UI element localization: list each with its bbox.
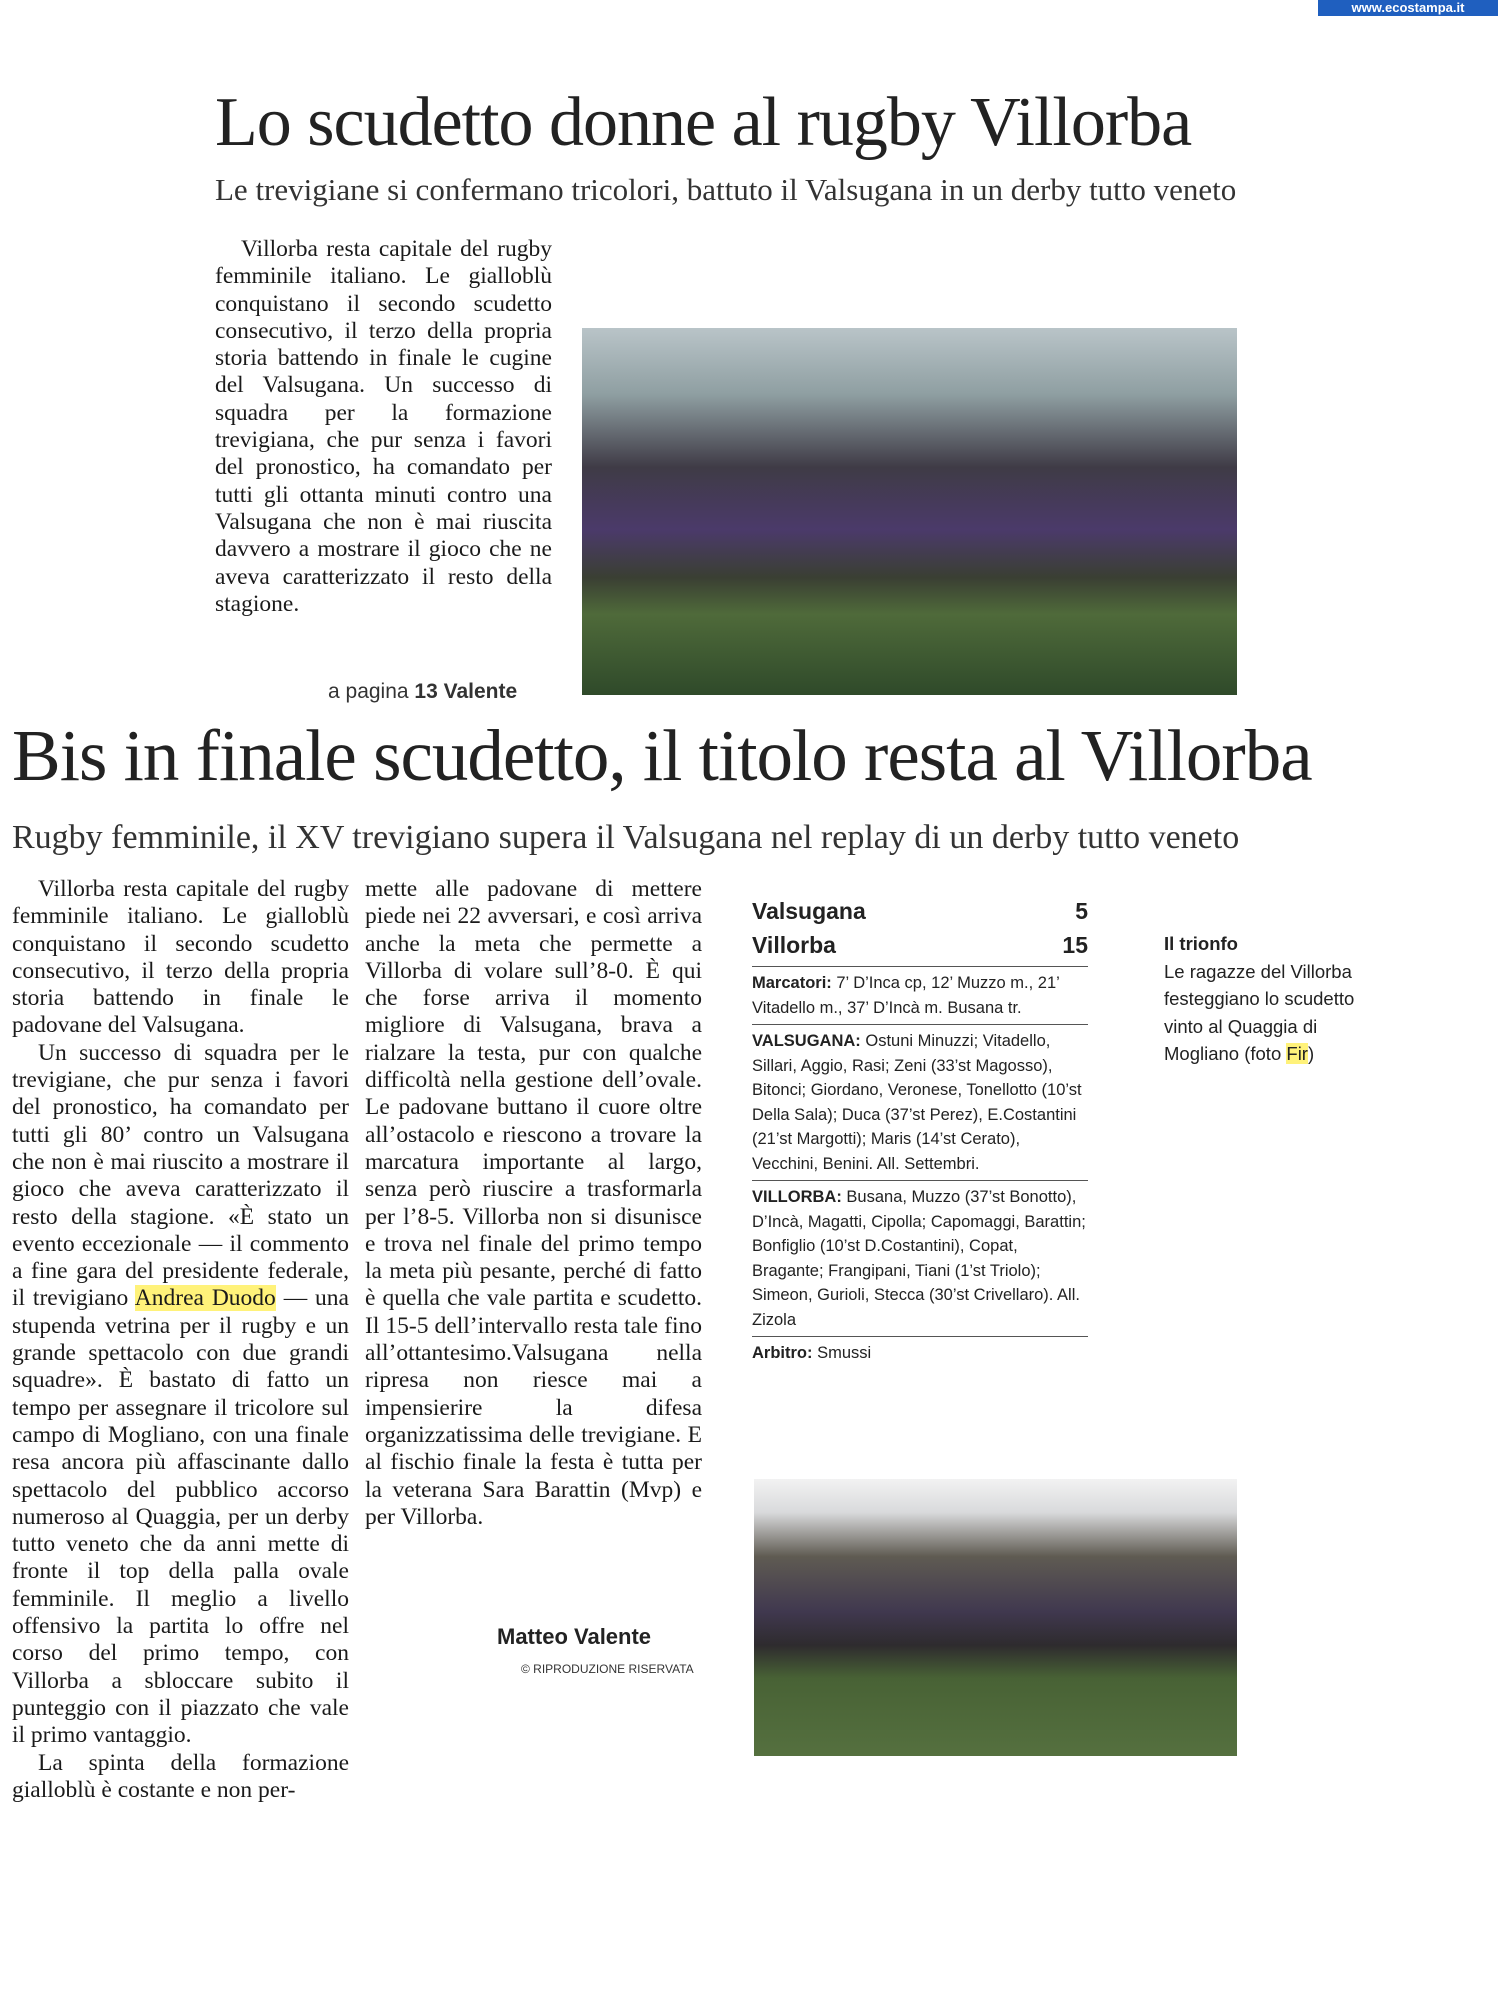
article-paragraph: La spinta della formazione gialloblù è costante e non per-: [12, 1749, 349, 1803]
lineup-label: VILLORBA:: [752, 1188, 842, 1206]
highlighted-name: Andrea Duodo: [134, 1285, 276, 1312]
article-paragraph: mette alle padovane di mettere piede nei 22 avversari, e così arriva anche la meta che permette a Villorba di volare sull’8-0. È qui che forse arriva il momento migliore di Valsugana, brava a rialzare la testa, pur con qualche difficoltà nella gestione dell’ovale. Le padovane buttano il cuore oltre all’ostacolo e riescono a trovare la marcatura importante al largo, senza però riuscire a trasformarla per l’8-5. Villorba non si disunisce e trova nel finale del primo tempo la meta più pesante, perché di fatto è quella che vale partita e scudetto. Il 15-5 dell’intervallo resta tale fino all’ottantesimo.Valsugana nella ripresa non riesce mai a impensierire la difesa organizzatissima delle trevigiane. E al fischio finale la festa è tutta per la veterana Sara Barattin (Mvp) e per Villorba.: [365, 876, 702, 1530]
score-row: [752, 928, 1088, 962]
lineup-label: VALSUGANA:: [752, 1032, 861, 1050]
referee-label: Arbitro:: [752, 1344, 813, 1362]
paragraph-text: Un successo di squadra per le trevigiane, che pur senza i favori del pronostico, ha comandato per tutti gli 80’ contro un Valsugana che non è mai riuscito a mostrare il gioco che aveva caratterizzato il resto della stagione. «È stato un evento eccezionale — il commento a fine gara del presidente federale, il trevigiano: [12, 1039, 349, 1312]
credit-close: ): [1307, 1043, 1315, 1064]
score-row: [752, 894, 1088, 928]
caption-title: Il trionfo: [1164, 933, 1238, 954]
article-column-2: [365, 876, 702, 1531]
match-scorebox: [752, 894, 1088, 1370]
photo-credit: [1244, 1043, 1314, 1064]
page-ref-author: Valente: [443, 680, 518, 703]
credit-open: (foto: [1244, 1043, 1282, 1064]
article-headline: Bis in finale scudetto, il titolo resta al Villorba: [12, 715, 1312, 796]
article-subheadline: Rugby femminile, il XV trevigiano supera il Valsugana nel replay di un derby tutto veneto: [12, 819, 1240, 856]
source-badge[interactable]: www.ecostampa.it: [1318, 0, 1498, 16]
teaser-subheadline: Le trevigiane si confermano tricolori, battuto il Valsugana in un derby tutto veneto: [215, 172, 1237, 207]
divider: [752, 1024, 1088, 1025]
divider: [752, 1336, 1088, 1337]
teaser-body: [215, 236, 552, 618]
scorers: [752, 971, 1088, 1020]
valsugana-lineup: [752, 1029, 1088, 1176]
team-name: Villorba: [752, 932, 836, 958]
lineup-list: Ostuni Minuzzi; Vitadello, Sillari, Aggio, Rasi; Zeni (33’st Magosso), Bitonci; Giordano, Veronese, Tonellotto (10’st Della Sala); Duca (37’st Perez), E.Costantini (21’st Margotti); Maris (14’st Cerato), Vecchini, Benini. All. Settembri.: [752, 1032, 1082, 1173]
teaser-paragraph: Villorba resta capitale del rugby femminile italiano. Le gialloblù conquistano il secondo scudetto consecutivo, il terzo della propria storia battendo in finale le cugine del Valsugana. Un successo di squadra per la formazione trevigiana, che pur senza i favori del pronostico, ha comandato per tutti gli ottanta minuti contro una Valsugana che non è mai riuscita davvero a mostrare il gioco che ne aveva caratterizzato il resto della stagione.: [215, 236, 552, 617]
copyright-notice: © RIPRODUZIONE RISERVATA: [521, 1662, 694, 1676]
article-column-1: [12, 876, 349, 1804]
team-name: Valsugana: [752, 898, 866, 924]
team-celebration-photo: [582, 328, 1237, 695]
page-reference: [328, 680, 517, 704]
divider: [752, 1180, 1088, 1181]
caption-text: [1164, 958, 1364, 1068]
referee: [752, 1341, 1088, 1366]
teaser-headline: Lo scudetto donne al rugby Villorba: [215, 84, 1192, 161]
page-ref-label: a pagina: [328, 680, 409, 703]
article-paragraph: [12, 1040, 349, 1750]
team-score: 15: [1062, 932, 1088, 958]
team-celebration-photo-2: [754, 1479, 1237, 1756]
paragraph-text: — una stupenda vetrina per il rugby e un grande spettacolo con due grandi squadre». È bastato di fatto un tempo per assegnare il tricolore sul campo di Mogliano, con una finale resa ancora più affascinante dallo spettacolo del pubblico accorso numeroso al Quaggia, per un derby tutto veneto che da anni mette di fronte il top della palla ovale femminile. Il meglio a livello offensivo la partita lo offre nel corso del primo tempo, con Villorba a sbloccare subito il punteggio con il piazzato che vale il primo vantaggio.: [12, 1285, 349, 1749]
photo-caption: [1164, 930, 1364, 1068]
team-score: 5: [1075, 898, 1088, 924]
byline: Matteo Valente: [497, 1624, 652, 1649]
caption-body: Le ragazze del Villorba festeggiano lo scudetto vinto al Quaggia di Mogliano: [1164, 960, 1355, 1064]
divider: [752, 966, 1088, 967]
credit-name: Fir: [1286, 1043, 1308, 1064]
scorers-label: Marcatori:: [752, 974, 832, 992]
scorers-list: 7’ D’Inca cp, 12’ Muzzo m., 21’ Vitadello m., 37’ D’Incà m. Busana tr.: [752, 974, 1060, 1017]
lineup-list: Busana, Muzzo (37’st Bonotto), D’Incà, Magatti, Cipolla; Capomaggi, Barattin; Bonfiglio (10’st D.Costantini), Copat, Bragante; Frangipani, Tiani (1’st Triolo); Simeon, Gurioli, Stecca (30’st Crivellaro). All. Zizola: [752, 1188, 1086, 1329]
villorba-lineup: [752, 1185, 1088, 1332]
referee-name: Smussi: [817, 1344, 872, 1362]
page-ref-number: 13: [414, 680, 438, 703]
article-paragraph: Villorba resta capitale del rugby femminile italiano. Le gialloblù conquistano il secondo scudetto consecutivo, il terzo della propria storia battendo in finale le padovane del Valsugana.: [12, 876, 349, 1039]
